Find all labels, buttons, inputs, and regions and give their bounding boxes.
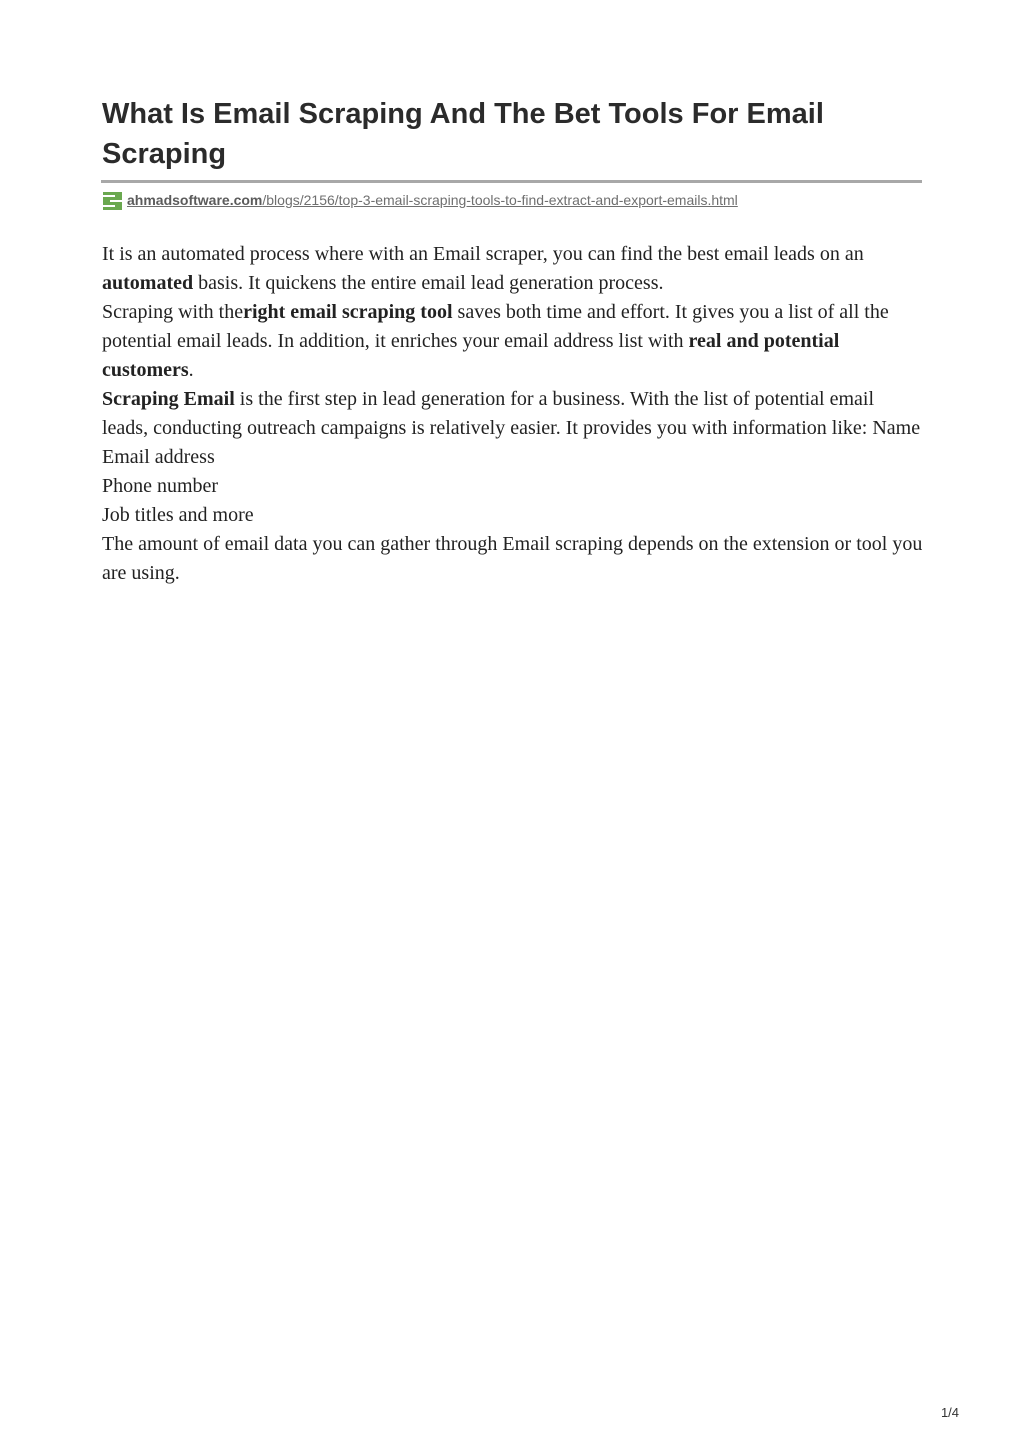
page-title: What Is Email Scraping And The Bet Tools For Email Scraping [102, 98, 824, 170]
source-path: /blogs/2156/top-3-email-scraping-tools-to-find-extract-and-export-emails.html [262, 192, 738, 208]
paragraph-text: basis. It quickens the entire email lead generation process. [193, 272, 664, 294]
paragraph-text: Scraping with the [102, 301, 244, 323]
bold-automated: automated [102, 272, 194, 294]
source-url-line [102, 189, 738, 211]
page-number: 1/4 [940, 1405, 960, 1420]
paragraph-text: is the first step in lead generation for a business. With the list of potential email leads, conducting outreach campaigns is relatively easier. It provides you with information like: Name [102, 388, 921, 439]
paragraph-closing: The amount of email data you can gather through Email scraping depends on the extension or tool you are using. [102, 533, 923, 584]
paragraph-tool [102, 298, 924, 385]
bold-real-customers: real and potential customers [102, 330, 840, 381]
paragraph-text: It is an automated process where with an Email scraper, you can find the best email leads on an [102, 243, 864, 265]
bold-right-tool: right email scraping tool [243, 301, 453, 323]
site-logo-icon [102, 190, 123, 211]
paragraph-intro [102, 240, 924, 298]
paragraph-text: saves both time and effort. It gives you a list of all the potential email leads. In addition, it enriches your email address list with [102, 301, 889, 352]
source-domain: ahmadsoftware.com [127, 192, 263, 208]
paragraph-text: . [188, 359, 194, 381]
article-body [102, 240, 924, 588]
list-line: Phone number [102, 475, 219, 497]
list-line: Email address [102, 446, 215, 468]
bold-scraping-email: Scraping Email [102, 388, 235, 410]
source-link[interactable] [127, 192, 738, 208]
paragraph-scraping-email [102, 385, 924, 443]
list-line: Job titles and more [102, 504, 254, 526]
title-divider [101, 180, 922, 183]
